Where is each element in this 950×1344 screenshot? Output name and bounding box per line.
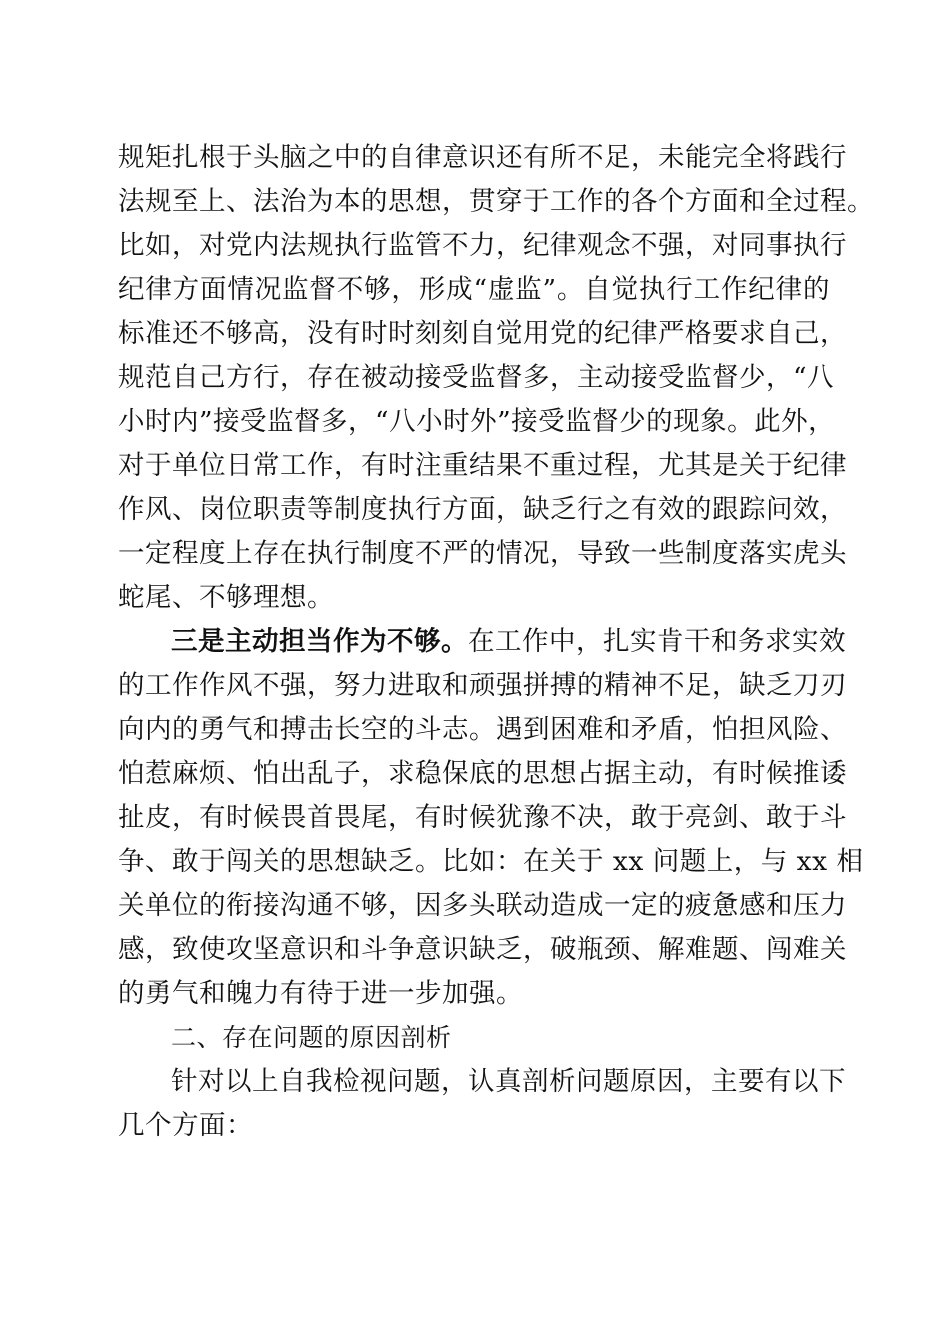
text-line: 怕惹麻烦、怕出乱子，求稳保底的思想占据主动，有时候推诿 <box>118 758 847 789</box>
text-line: 标准还不够高，没有时时刻刻自觉用党的纪律严格要求自己， <box>118 318 847 349</box>
text-line: 向内的勇气和搏击长空的斗志。遇到困难和矛盾，怕担风险、 <box>118 714 847 745</box>
text-line: 争、敢于闯关的思想缺乏。比如：在关于 xx 问题上，与 xx 相 <box>118 846 864 877</box>
text-line: 针对以上自我检视问题，认真剖析问题原因，主要有以下 <box>171 1066 846 1097</box>
text-span: 在工作中，扎实肯干和务求实效 <box>468 626 846 657</box>
paragraph-discipline <box>118 136 874 620</box>
document-body <box>118 136 874 1148</box>
section-heading: 二、存在问题的原因剖析 <box>171 1023 452 1052</box>
text-line: 感，致使攻坚意识和斗争意识缺乏，破瓶颈、解难题、闯难关 <box>118 934 847 965</box>
text-line: 法规至上、法治为本的思想，贯穿于工作的各个方面和全过程。 <box>118 186 874 217</box>
paragraph-lead: 三是主动担当作为不够。 <box>171 626 468 657</box>
text-line: 关单位的衔接沟通不够，因多头联动造成一定的疲惫感和压力 <box>118 890 847 921</box>
text-line: 小时内”接受监督多，“八小时外”接受监督少的现象。此外， <box>118 406 836 437</box>
text-line: 作风、岗位职责等制度执行方面，缺乏行之有效的跟踪问效， <box>118 494 847 525</box>
text-line: 纪律方面情况监督不够，形成“虚监”。自觉执行工作纪律的 <box>118 274 830 305</box>
text-line <box>118 620 846 664</box>
text-line: 规矩扎根于头脑之中的自律意识还有所不足，未能完全将践行 <box>118 142 847 173</box>
text-line: 几个方面： <box>118 1110 253 1141</box>
text-line: 对于单位日常工作，有时注重结果不重过程，尤其是关于纪律 <box>118 450 847 481</box>
text-line: 扯皮，有时候畏首畏尾，有时候犹豫不决，敢于亮剑、敢于斗 <box>118 802 847 833</box>
text-line: 规范自己方行，存在被动接受监督多，主动接受监督少，“八 <box>118 362 835 393</box>
text-line: 的勇气和魄力有待于进一步加强。 <box>118 978 523 1009</box>
text-line: 一定程度上存在执行制度不严的情况，导致一些制度落实虎头 <box>118 538 847 569</box>
text-line: 的工作作风不强，努力进取和顽强拼搏的精神不足，缺乏刀刃 <box>118 670 847 701</box>
text-line: 比如，对党内法规执行监管不力，纪律观念不强，对同事执行 <box>118 230 847 261</box>
text-line: 蛇尾、不够理想。 <box>118 582 334 613</box>
paragraph-initiative <box>118 620 864 1016</box>
paragraph-analysis-intro <box>118 1060 846 1148</box>
